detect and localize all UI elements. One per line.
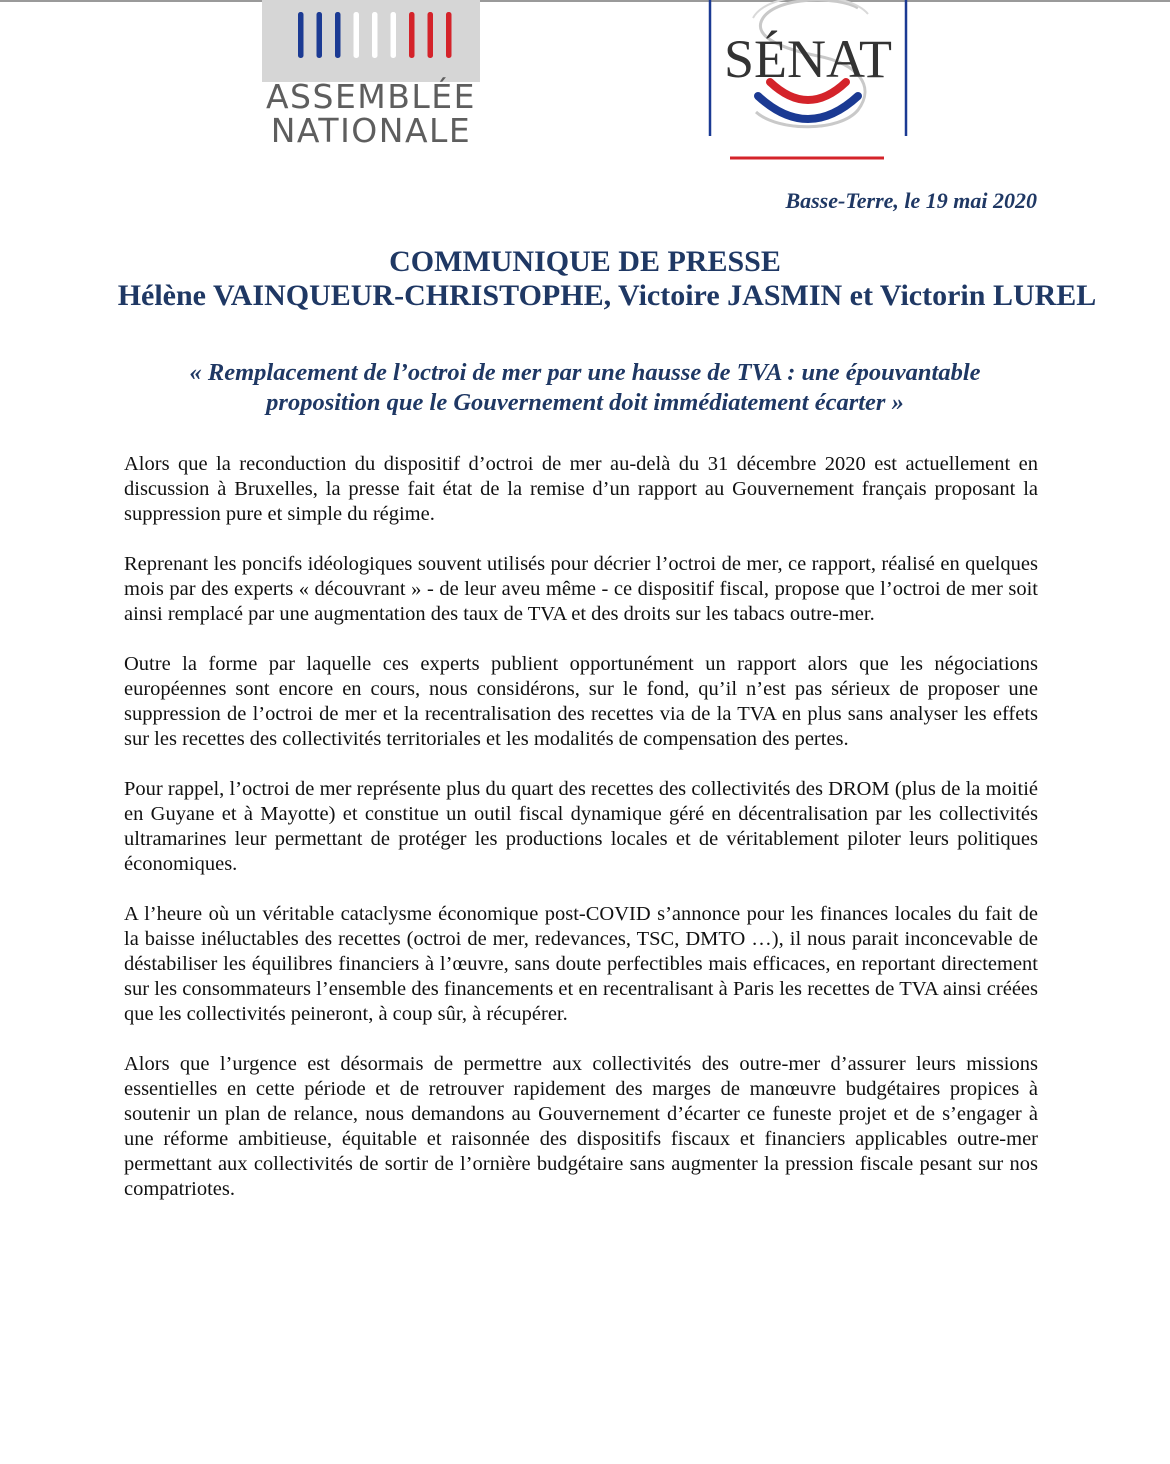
assemblee-logo-stripe: [391, 12, 397, 58]
paragraph-3: Outre la forme par laquelle ces experts publient opportunément un rapport alors que les négociations européennes sont encore en cours, nous considérons, sur le fond, qu’il n’est pas sérieux de proposer une suppression de l’octroi de mer et la recentralisation des recettes via de la TVA en plus sans analyser les effets sur les recettes des collectivités territoriales et les modalités de compensation des pertes.: [124, 653, 1038, 750]
top-rule: [0, 0, 1170, 2]
paragraph-4: Pour rappel, l’octroi de mer représente plus du quart des recettes des collectivités des DROM (plus de la moitié en Guyane et à Mayotte) et constitue un outil fiscal dynamique géré en décentralisation par les collectivités ultramarines leur permettant de protéger les productions locales et de véritablement piloter leurs politiques économiques.: [124, 778, 1038, 875]
dateline: Basse-Terre, le 19 mai 2020: [785, 188, 1037, 213]
press-release-title: [0, 245, 1170, 313]
assemblee-logo-line2: NATIONALE: [270, 111, 472, 150]
assemblee-logo-line1: ASSEMBLÉE: [265, 77, 477, 116]
title-line-2: Hélène VAINQUEUR-CHRISTOPHE, Victoire JASMIN et Victorin LUREL: [117, 279, 1097, 312]
assemblee-logo-stripes-icon: [262, 0, 480, 82]
paragraph-5: A l’heure où un véritable cataclysme économique post-COVID s’annonce pour les finances locales du fait de la baisse inéluctables des recettes (octroi de mer, redevances, TSC, DMTO …), il nous parait inconcevable de déstabiliser les équilibres financiers à l’œuvre, sans doute perfectibles mais efficaces, en reportant directement sur les consommateurs l’ensemble des financements et en recentralisant à Paris les recettes de TVA ainsi créées que les collectivités peineront, à coup sûr, à récupérer.: [124, 903, 1038, 1025]
assemblee-logo-stripe: [298, 12, 304, 58]
assemblee-logo-stripe: [317, 12, 323, 58]
assemblee-logo-stripe: [372, 12, 378, 58]
headline-quote: [0, 358, 1170, 418]
paragraph-1: Alors que la reconduction du dispositif d’octroi de mer au-delà du 31 décembre 2020 est actuellement en discussion à Bruxelles, la presse fait état de la remise d’un rapport au Gouvernement français proposant la suppression pure et simple du régime.: [124, 453, 1038, 525]
quote-line-2: proposition que le Gouvernement doit immédiatement écarter »: [266, 389, 904, 416]
quote-line-1: « Remplacement de l’octroi de mer par une hausse de TVA : une épouvantable: [189, 359, 981, 386]
assemblee-nationale-logo: [262, 0, 480, 158]
senat-logo: [708, 0, 908, 162]
assemblee-logo-stripe: [446, 12, 452, 58]
assemblee-logo-stripe: [428, 12, 434, 58]
senat-logo-text: SÉNAT: [723, 29, 892, 89]
title-line-1: COMMUNIQUE DE PRESSE: [389, 245, 781, 278]
body-text: [124, 452, 1038, 1227]
paragraph-2: Reprenant les poncifs idéologiques souvent utilisés pour décrier l’octroi de mer, ce rapport, réalisé en quelques mois par des experts « découvrant » - de leur aveu même - ce dispositif fiscal, propose que l’octroi de mer soit ainsi remplacé par une augmentation des taux de TVA et des droits sur les tabacs outre-mer.: [124, 553, 1038, 625]
paragraph-6: Alors que l’urgence est désormais de permettre aux collectivités des outre-mer d’assurer leurs missions essentielles en cette période et de retrouver rapidement des marges de manœuvre budgétaires propices à soutenir un plan de relance, nous demandons au Gouvernement d’écarter ce funeste projet et de s’engager à une réforme ambitieuse, équitable et raisonnée des dispositifs fiscaux et financiers applicables outre-mer permettant aux collectivités de sortir de l’ornière budgétaire sans augmenter la pression fiscale pesant sur nos compatriotes.: [124, 1053, 1038, 1200]
assemblee-logo-text: [262, 77, 480, 150]
assemblee-logo-stripe: [409, 12, 415, 58]
assemblee-logo-stripe: [354, 12, 360, 58]
assemblee-logo-stripe: [335, 12, 341, 58]
